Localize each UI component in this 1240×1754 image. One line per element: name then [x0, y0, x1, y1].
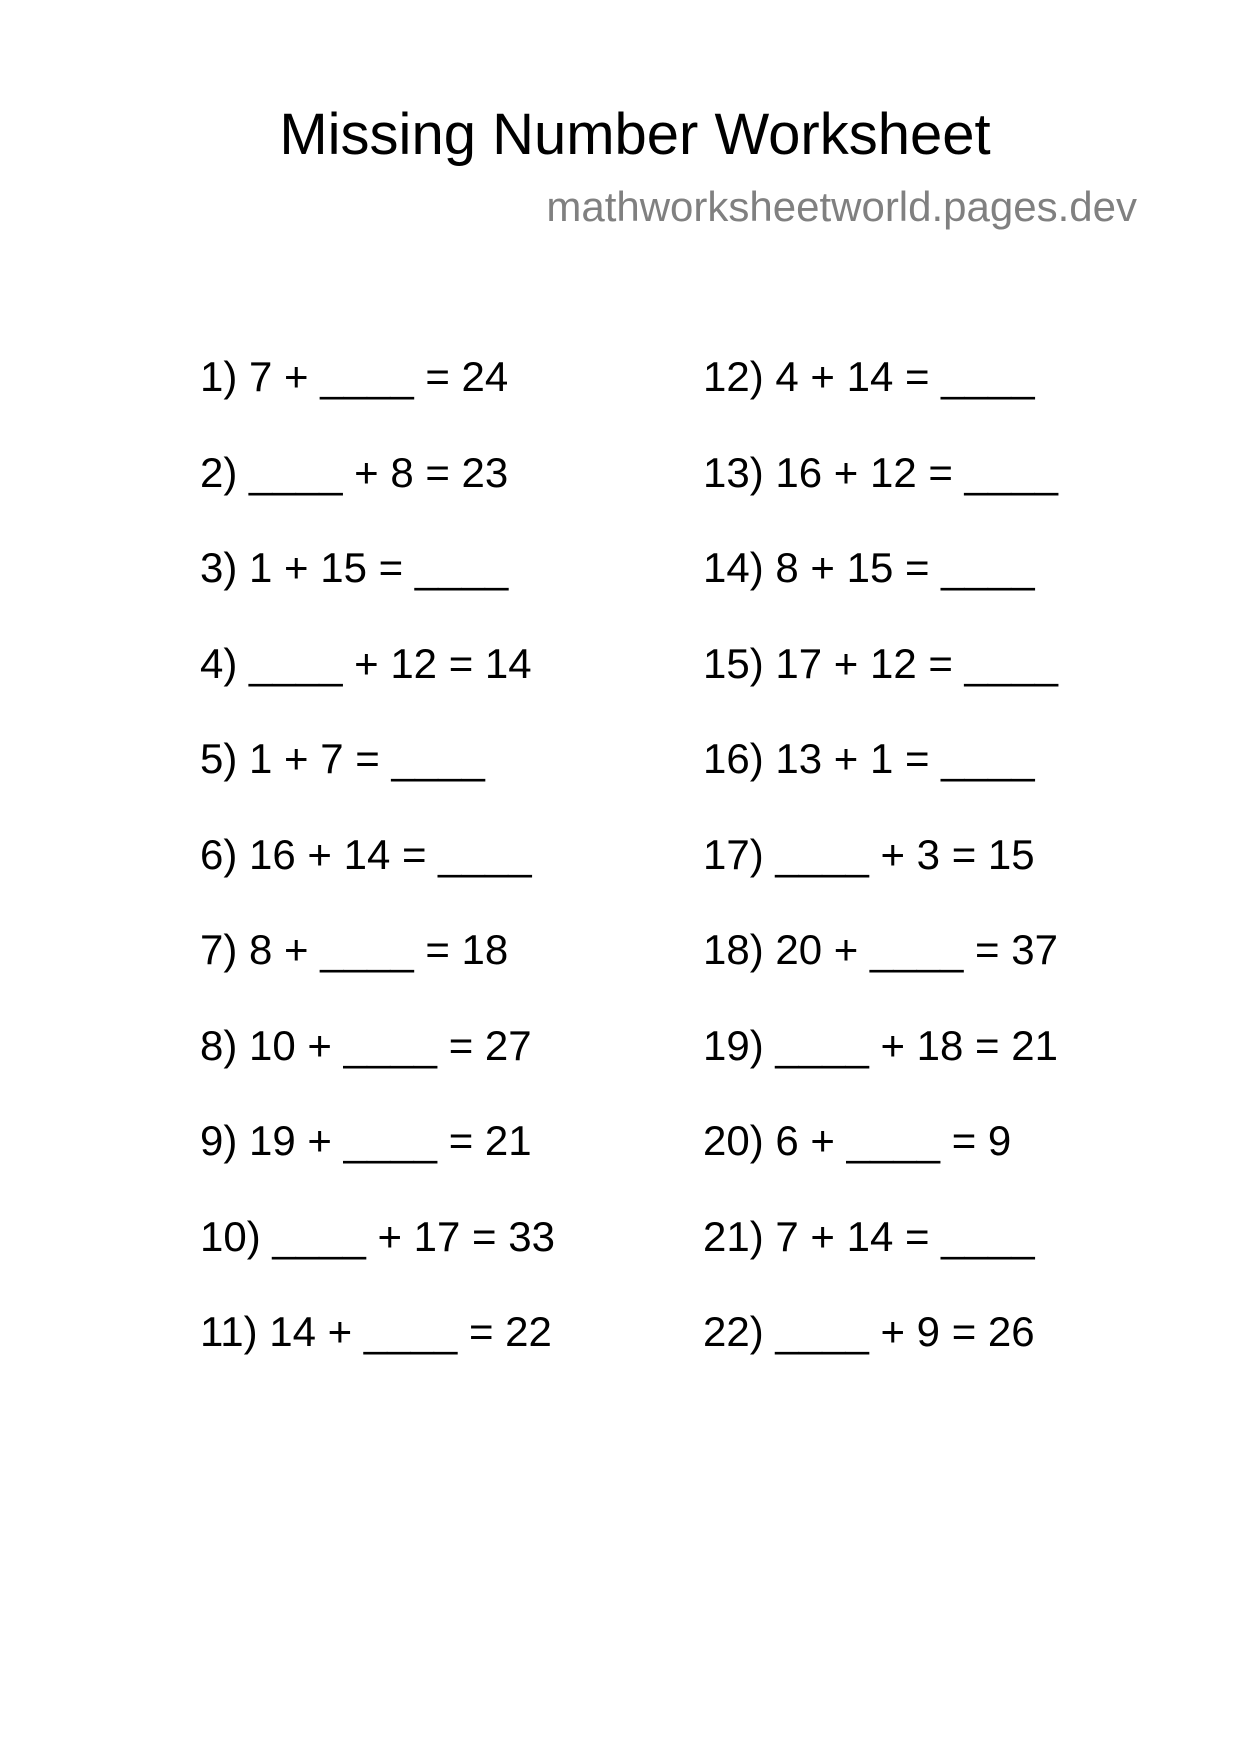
problem-column-left: [200, 352, 720, 1403]
problem-13: 13) 16 + 12 = ____: [703, 448, 1058, 496]
problem-column-right: [703, 352, 1223, 1403]
problem-11: 11) 14 + ____ = 22: [200, 1308, 552, 1355]
problem-15: 15) 17 + 12 = ____: [703, 639, 1058, 687]
problem-3: 3) 1 + 15 = ____: [200, 544, 509, 591]
problem-16: 16) 13 + 1 = ____: [703, 735, 1035, 782]
problem-17: 17) ____ + 3 = 15: [703, 830, 1035, 878]
problem-18: 18) 20 + ____ = 37: [703, 926, 1058, 973]
problem-19: 19) ____ + 18 = 21: [703, 1021, 1058, 1069]
problem-10: 10) ____ + 17 = 33: [200, 1212, 555, 1260]
problem-21: 21) 7 + 14 = ____: [703, 1212, 1035, 1260]
problem-20: 20) 6 + ____ = 9: [703, 1117, 1012, 1164]
problem-12: 12) 4 + 14 = ____: [703, 353, 1035, 400]
problem-22: 22) ____ + 9 = 26: [703, 1308, 1035, 1355]
site-url: mathworksheetworld.pages.dev: [546, 183, 1137, 230]
problem-8: 8) 10 + ____ = 27: [200, 1021, 532, 1069]
problem-6: 6) 16 + 14 = ____: [200, 830, 532, 878]
problem-9: 9) 19 + ____ = 21: [200, 1117, 532, 1164]
problem-4: 4) ____ + 12 = 14: [200, 639, 532, 687]
problem-1: 1) 7 + ____ = 24: [200, 353, 509, 400]
problem-7: 7) 8 + ____ = 18: [200, 926, 509, 973]
problem-14: 14) 8 + 15 = ____: [703, 544, 1035, 591]
problem-5: 5) 1 + 7 = ____: [200, 735, 485, 782]
worksheet-title: Missing Number Worksheet: [279, 102, 991, 167]
problem-2: 2) ____ + 8 = 23: [200, 448, 509, 496]
